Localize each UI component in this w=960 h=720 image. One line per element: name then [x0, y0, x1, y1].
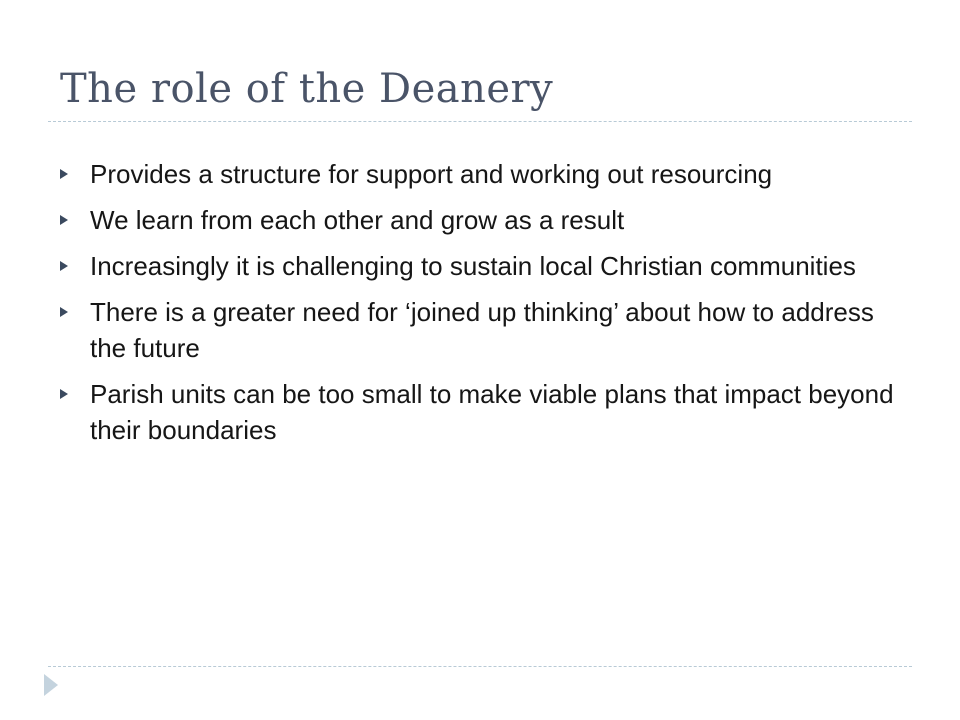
bullet-item	[56, 248, 916, 284]
triangle-right-icon	[60, 307, 68, 317]
bullet-item	[56, 294, 916, 366]
bullet-text: We learn from each other and grow as a result	[90, 205, 625, 235]
bullet-text: Parish units can be too small to make viable plans that impact beyond their boundaries	[90, 379, 894, 445]
footer-divider	[48, 666, 912, 667]
bullet-text: Increasingly it is challenging to sustain local Christian communities	[90, 251, 856, 281]
triangle-right-icon	[44, 674, 58, 696]
bullet-text: Provides a structure for support and working out resourcing	[90, 159, 773, 189]
bullet-item	[56, 376, 916, 448]
bullet-item	[56, 156, 916, 192]
triangle-right-icon	[60, 261, 68, 271]
triangle-right-icon	[60, 389, 68, 399]
bullet-text: There is a greater need for ‘joined up thinking’ about how to address the future	[90, 297, 874, 363]
bullet-item	[56, 202, 916, 238]
triangle-right-icon	[60, 215, 68, 225]
triangle-right-icon	[60, 169, 68, 179]
title-divider	[48, 121, 912, 122]
slide-title: The role of the Deanery	[60, 66, 554, 112]
bullet-list	[56, 156, 916, 458]
